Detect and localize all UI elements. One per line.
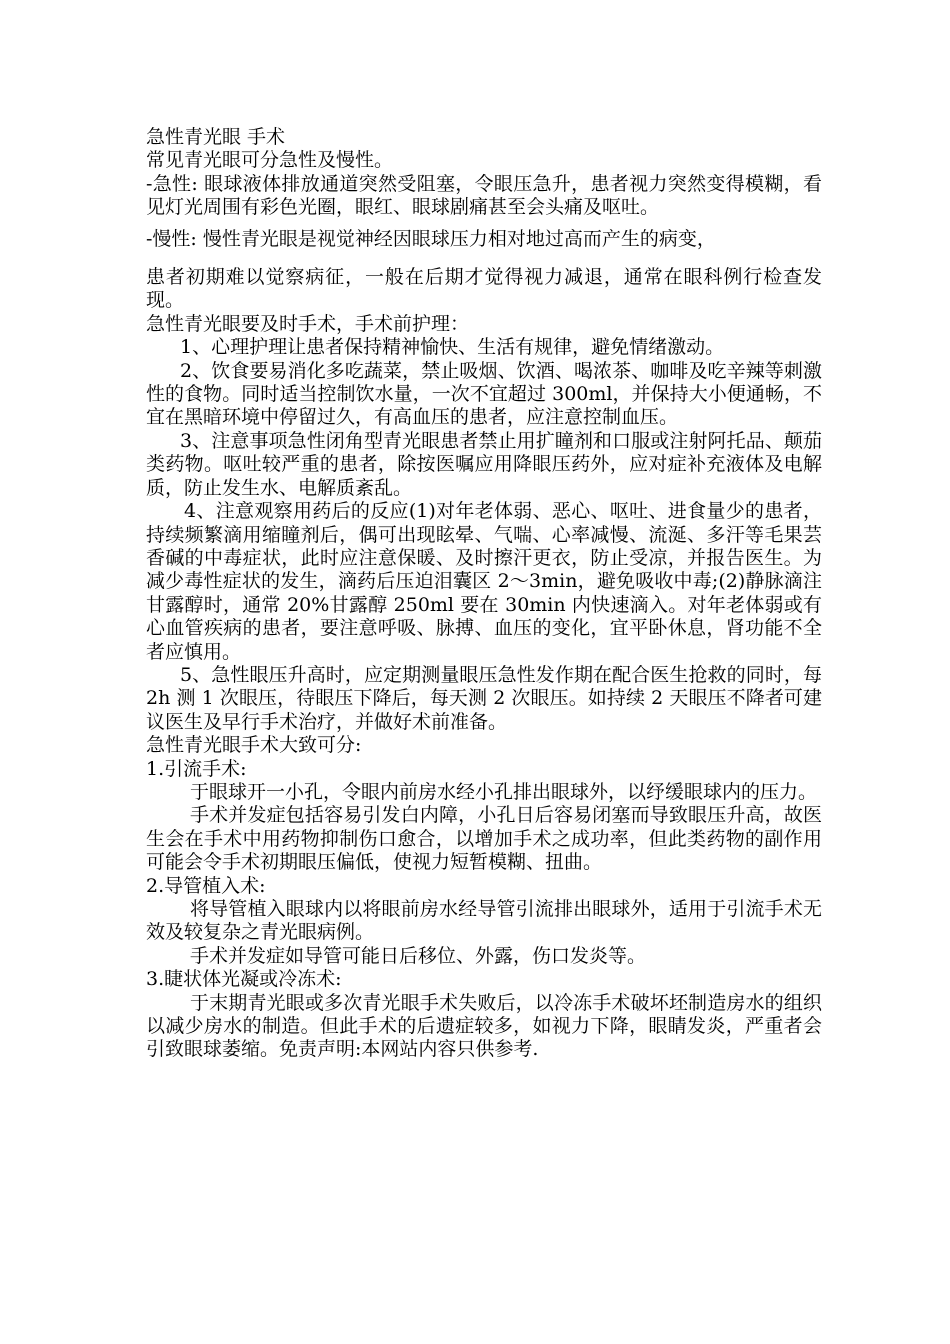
section-heading-tube: 2.导管植入术: — [146, 874, 266, 897]
paragraph-acute: -急性: 眼球液体排放通道突然受阻塞，令眼压急升，患者视力突然变得模糊，看见灯光周围有彩色光圈，眼红、眼球剧痛甚至会头痛及呕吐。 — [146, 172, 822, 219]
paragraph-surgery-heading: 急性青光眼手术大致可分: — [146, 734, 362, 757]
paragraph-tube-desc: 将导管植入眼球内以将眼前房水经导管引流排出眼球外，适用于引流手术无效及较复杂之青光眼病例。 — [146, 898, 822, 944]
paragraph-chronic-cont: 患者初期难以觉察病征，一般在后期才觉得视力减退，通常在眼科例行检查发现。 — [146, 266, 822, 312]
paragraph-tube-complications: 手术并发症如导管可能日后移位、外露，伤口发炎等。 — [190, 944, 647, 967]
paragraph-intro: 常见青光眼可分急性及慢性。 — [146, 149, 394, 172]
section-heading-drainage: 1.引流手术: — [146, 757, 247, 780]
paragraph-chronic: -慢性: 慢性青光眼是视觉神经因眼球压力相对地过高而产生的病变， — [146, 227, 716, 250]
paragraph-care-1: 1、心理护理让患者保持精神愉快、生活有规律，避免情绪激动。 — [180, 336, 725, 359]
document-title: 急性青光眼 手术 — [146, 126, 286, 148]
paragraph-preop-heading: 急性青光眼要及时手术，手术前护理： — [146, 312, 470, 335]
paragraph-ciliary-desc: 于末期青光眼或多次青光眼手术失败后，以冷冻手术破坏坯制造房水的组织以减少房水的制造。但此手术的后遗症较多，如视力下降，眼睛发炎，严重者会引致眼球萎缩。免责声明:本网站内容只供参考. — [146, 991, 822, 1061]
paragraph-care-2: 2、饮食要易消化多吃蔬菜，禁止吸烟、饮酒、喝浓茶、咖啡及吃辛辣等刺激性的食物。同时适当控制饮水量，一次不宜超过 300ml，并保持大小便通畅，不宜在黑暗环境中停留过久，有高血压的患者，应注意控制血压。 — [146, 359, 822, 429]
paragraph-care-3: 3、注意事项急性闭角型青光眼患者禁止用扩瞳剂和口服或注射阿托品、颠茄类药物。呕吐较严重的患者，除按医嘱应用降眼压药外，应对症补充液体及电解质，防止发生水、电解质紊乱。 — [146, 429, 822, 499]
document-body — [146, 126, 822, 1062]
section-heading-ciliary: 3.睫状体光凝或冷冻术: — [146, 968, 342, 991]
paragraph-drainage-complications: 手术并发症包括容易引发白内障，小孔日后容易闭塞而导致眼压升高，故医生会在手术中用药物抑制伤口愈合，以增加手术之成功率，但此类药物的副作用可能会令手术初期眼压偏低，使视力短暂模糊、扭曲。 — [146, 804, 822, 874]
paragraph-care-5: 5、急性眼压升高时，应定期测量眼压急性发作期在配合医生抢救的同时，每 2h 测 1 次眼压，待眼压下降后，每天测 2 次眼压。如持续 2 天眼压不降者可建议医生及早行手术治疗，并做好术前准备。 — [146, 663, 822, 733]
paragraph-care-4: 4、注意观察用药后的反应(1)对年老体弱、恶心、呕吐、进食量少的患者，持续频繁滴用缩瞳剂后，偶可出现眩晕、气喘、心率减慢、流涎、多汗等毛果芸香碱的中毒症状，此时应注意保暖、及时擦汗更衣，防止受凉，并报告医生。为减少毒性症状的发生，滴药后压迫泪囊区 2～3min，避免吸收中毒;(2)静脉滴注甘露醇时，通常 20%甘露醇 250ml 要在 30min 内快速滴入。对年老体弱或有心血管疾病的患者，要注意呼吸、脉搏、血压的变化，宜平卧休息，肾功能不全者应慎用。 — [146, 500, 822, 663]
paragraph-drainage-desc: 于眼球开一小孔，令眼内前房水经小孔排出眼球外，以纾缓眼球内的压力。 — [190, 780, 818, 803]
